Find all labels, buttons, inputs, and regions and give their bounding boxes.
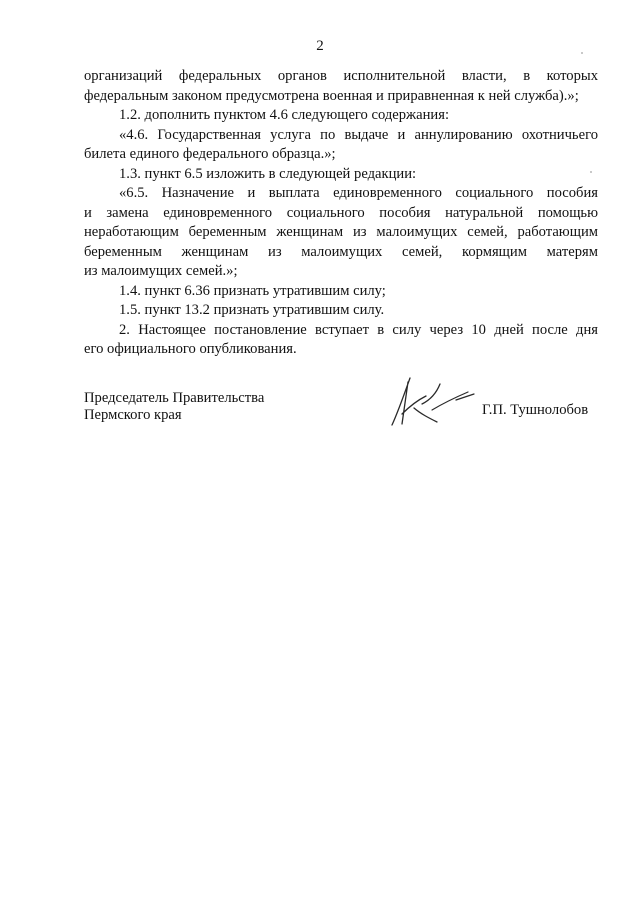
body-line-15: его официального опубликования.	[84, 341, 297, 357]
signature-stroke-main	[392, 378, 440, 425]
body-line-13: 1.5. пункт 13.2 признать утратившим силу.	[119, 302, 385, 318]
body-line-4: «4.6. Государственная услуга по выдаче и аннулированию охотничьего	[119, 126, 598, 143]
body-line-7: «6.5. Назначение и выплата единовременного социального пособия	[119, 185, 598, 201]
signature-position-line-1: Председатель Правительства	[84, 390, 265, 406]
body-line-10: беременным женщинам из малоимущих семей, кормящим матерям	[84, 243, 598, 260]
signer-name: Г.П. Тушнолобов	[482, 402, 589, 418]
body-line-5: билета единого федерального образца.»;	[84, 146, 336, 162]
body-line-3: 1.2. дополнить пунктом 4.6 следующего содержания:	[119, 107, 450, 123]
body-line-14: 2. Настоящее постановление вступает в силу через 10 дней после дня	[119, 321, 598, 338]
scan-dot	[581, 52, 583, 54]
body-line-12: 1.4. пункт 6.36 признать утратившим силу;	[119, 282, 386, 299]
body-line-11: из малоимущих семей.»;	[84, 263, 238, 279]
body-line-6: 1.3. пункт 6.5 изложить в следующей редакции:	[119, 165, 417, 182]
body-line-9: неработающим беременным женщинам из малоимущих семей, работающим	[84, 224, 598, 240]
body-line-2: федеральным законом предусмотрена военная и приравненная к ней служба).»;	[84, 87, 579, 104]
signature-position	[84, 390, 264, 423]
body-line-8: и замена единовременного социального пособия натуральной помощью	[84, 204, 598, 221]
signature-stroke-flourish	[432, 392, 474, 410]
handwritten-signature	[384, 370, 480, 430]
page-number: 2	[316, 38, 324, 54]
document-body	[84, 67, 598, 360]
signature-position-line-2: Пермского края	[84, 406, 182, 423]
body-line-1: организаций федеральных органов исполнительной власти, в которых	[84, 68, 598, 84]
